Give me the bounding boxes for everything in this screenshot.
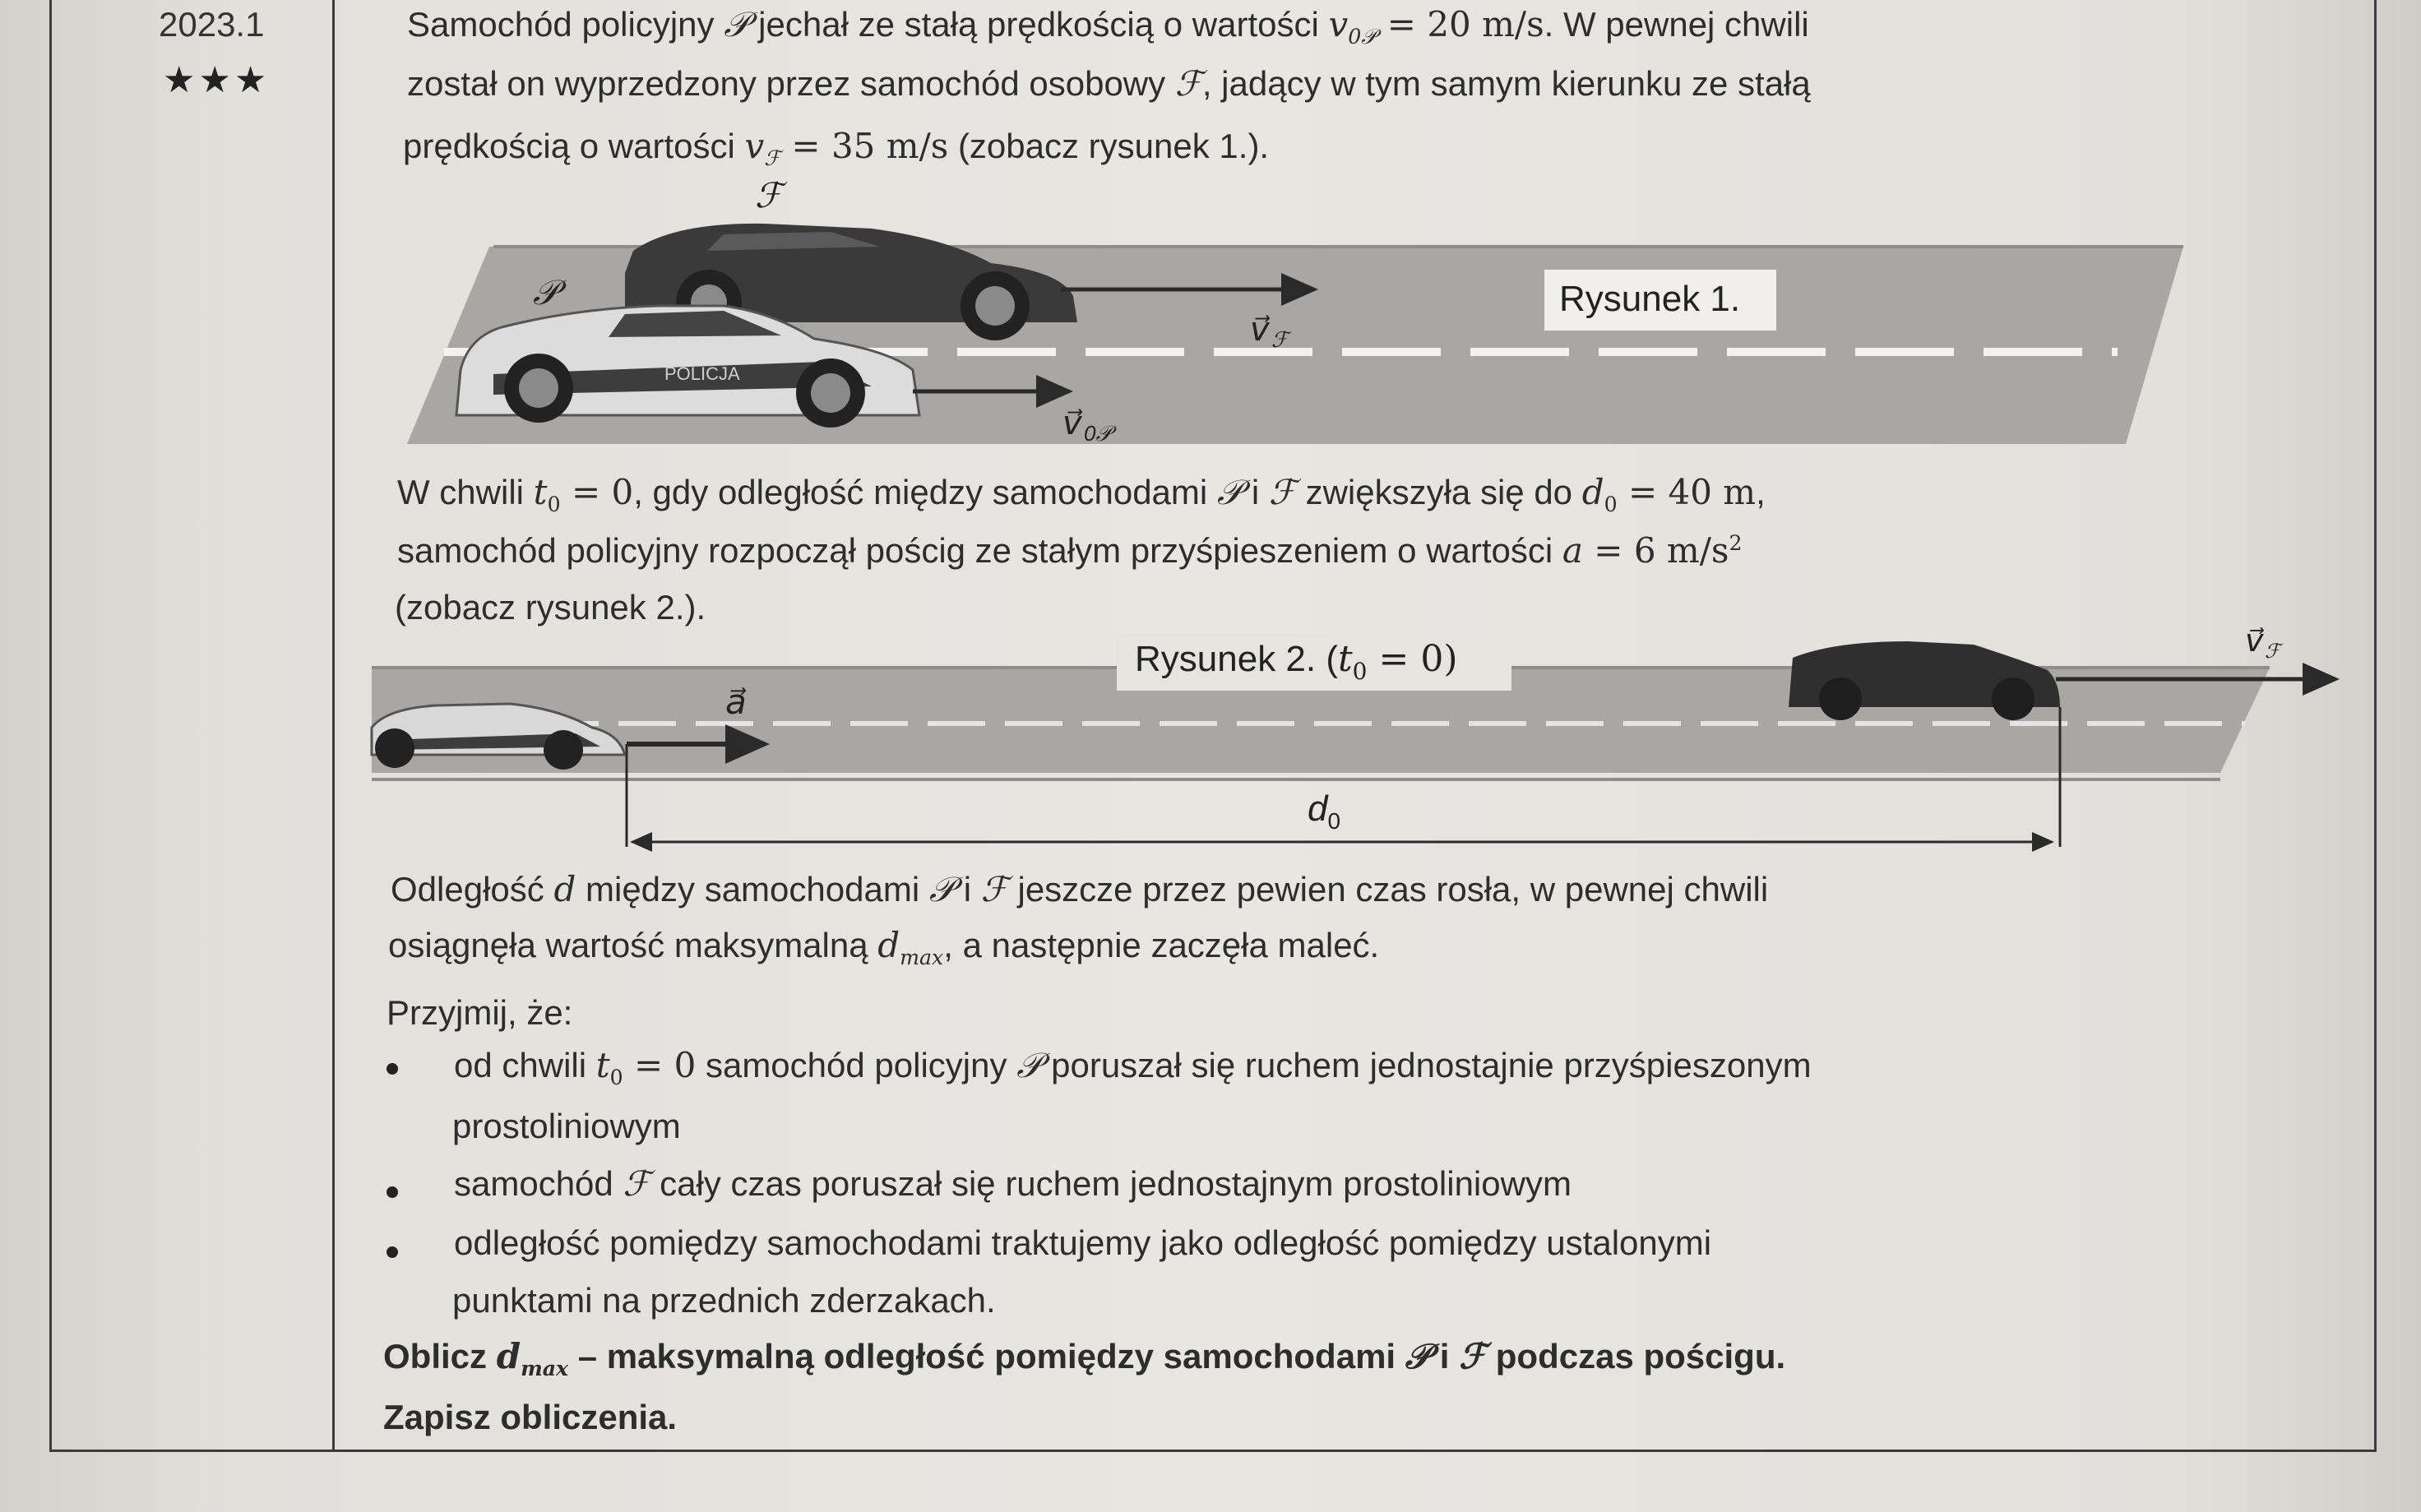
subscript: ℱ <box>764 146 781 170</box>
symbol-d: d <box>496 1336 521 1376</box>
figure2-caption: Rysunek 2. $(t_0 = 0)$ <box>1135 638 1458 685</box>
bullet-dot <box>387 1063 398 1075</box>
label-vF2-sub: ℱ <box>2265 640 2280 663</box>
subscript: 0 <box>609 1065 623 1089</box>
text: , a następnie zaczęła maleć. <box>943 926 1380 964</box>
label-v0P-sub: 0𝒫 <box>1084 421 1112 446</box>
symbol-F: ℱ <box>1459 1336 1487 1376</box>
label-vF: v⃗ <box>1250 312 1270 348</box>
text: Zapisz obliczenia. <box>383 1398 678 1436</box>
symbol-d: d <box>553 869 576 909</box>
text: , <box>1756 473 1766 511</box>
para3-line-1 <box>391 860 1768 919</box>
car-F-small-rear-wheel <box>1819 677 1862 720</box>
value: = 35 m/s <box>780 126 949 166</box>
symbol-v: v <box>744 126 765 166</box>
label-v0P: v⃗ <box>1062 405 1082 442</box>
text: Samochód policyjny <box>407 5 724 44</box>
text: i <box>954 870 981 909</box>
subscript: 0 <box>1604 492 1618 516</box>
text: samochód policyjny rozpoczął pościg ze stałym przyśpieszeniem o wartości <box>397 531 1562 570</box>
symbol-P: 𝒫 <box>928 869 955 909</box>
symbol-P: 𝒫 <box>1016 1045 1042 1085</box>
text: i <box>1430 1337 1460 1376</box>
figure1 <box>407 176 2183 446</box>
text: punktami na przednich zderzakach. <box>452 1281 996 1320</box>
symbol-a: a <box>1562 530 1583 571</box>
text: prostoliniowym <box>452 1107 681 1145</box>
bullet1-line-2 <box>452 1097 681 1156</box>
police-text: POLICJA <box>664 363 740 384</box>
label-d0: $d_0$ <box>1308 788 1341 834</box>
car-P-front-rim <box>811 373 850 413</box>
text: , jadący w tym samym kierunku ze stałą <box>1201 64 1811 103</box>
text: samochód policyjny <box>696 1046 1017 1084</box>
symbol-d: d <box>1581 472 1604 512</box>
value: = 0 <box>560 472 634 512</box>
para2-line-1 <box>397 463 1766 522</box>
text: i <box>1242 473 1269 511</box>
bullet3-line-1 <box>454 1214 1711 1273</box>
symbol-F: ℱ <box>623 1163 650 1204</box>
text: zwiększyła się do <box>1295 473 1582 511</box>
car-F-small-front-wheel <box>1992 677 2034 720</box>
assume-line <box>387 983 572 1043</box>
text: . W pewnej chwili <box>1544 5 1809 44</box>
label-a: a⃗ <box>725 682 747 721</box>
value: = 40 m <box>1617 472 1757 512</box>
para3-line-2 <box>388 916 1379 975</box>
para2-line-3 <box>395 578 706 637</box>
text: poruszał się ruchem jednostajnie przyśpieszonym <box>1041 1046 1812 1084</box>
text: (zobacz rysunek 2.). <box>395 588 706 627</box>
car-P-small-rear-wheel <box>375 728 414 768</box>
text: jeszcze przez pewien czas rosła, w pewnej chwili <box>1007 870 1769 909</box>
car-F-front-rim <box>975 286 1015 326</box>
text: odległość pomiędzy samochodami traktujemy jako odległość pomiędzy ustalonymi <box>454 1223 1712 1262</box>
symbol-P: 𝒫 <box>1405 1336 1431 1376</box>
bullet2-line <box>454 1154 1572 1214</box>
symbol-F: ℱ <box>1174 63 1202 104</box>
text: prędkością o wartości <box>403 127 745 165</box>
text: podczas pościgu. <box>1486 1337 1786 1376</box>
question-line-2 <box>383 1388 677 1447</box>
text: , gdy odległość między samochodami <box>633 473 1217 511</box>
text: samochód <box>454 1164 623 1203</box>
figure1-caption: Rysunek 1. <box>1559 279 1741 319</box>
text: między samochodami <box>576 870 929 909</box>
subscript: max <box>521 1355 569 1380</box>
text: jechał ze stałą prędkością o wartości <box>748 5 1329 44</box>
symbol-t: t <box>533 472 548 512</box>
value: = 0 <box>623 1045 697 1085</box>
symbol-t: t <box>595 1045 610 1085</box>
symbol-P: 𝒫 <box>1216 472 1243 512</box>
car-P-rear-rim <box>519 368 558 408</box>
text: Odległość <box>391 870 554 909</box>
bullet1-line-1 <box>454 1036 1812 1095</box>
subscript: max <box>900 945 944 969</box>
subscript: 0 <box>547 492 561 516</box>
text: – maksymalną odległość pomiędzy samochodami <box>568 1337 1405 1376</box>
text: osiągnęła wartość maksymalną <box>388 926 878 964</box>
task-number: 2023.1 <box>159 5 265 44</box>
para2-line-2 <box>397 521 1742 580</box>
label-vF-sub: ℱ <box>1271 327 1289 352</box>
superscript: 2 <box>1729 530 1743 555</box>
difficulty-stars: ★★★ <box>163 60 271 100</box>
text: od chwili <box>454 1046 596 1084</box>
question-line-1 <box>383 1327 1785 1386</box>
label-vF2: v⃗ <box>2245 624 2264 659</box>
symbol-F: ℱ <box>1268 472 1296 512</box>
symbol-P: 𝒫 <box>724 4 749 44</box>
text: Przyjmij, że: <box>387 993 573 1032</box>
label-P: 𝒫 <box>533 273 558 312</box>
car-P-small-front-wheel <box>544 730 583 770</box>
label-F: ℱ <box>755 176 783 215</box>
text: Oblicz <box>383 1337 497 1376</box>
bullet-dot <box>387 1246 398 1258</box>
bullet3-line-2 <box>452 1271 996 1330</box>
symbol-d: d <box>877 925 900 965</box>
symbol-v: v <box>1328 4 1349 44</box>
text: został on wyprzedzony przez samochód osobowy <box>407 64 1175 103</box>
figure2 <box>372 624 2335 847</box>
text: cały czas poruszał się ruchem jednostajnym prostoliniowym <box>650 1164 1572 1203</box>
value: = 6 m/s <box>1582 530 1729 571</box>
value: = 20 m/s <box>1376 4 1544 44</box>
text: (zobacz rysunek 1.). <box>948 127 1270 165</box>
bullet-dot <box>387 1186 398 1198</box>
text: W chwili <box>397 473 534 511</box>
symbol-F: ℱ <box>980 869 1008 909</box>
subscript: 0𝒫 <box>1348 24 1377 49</box>
